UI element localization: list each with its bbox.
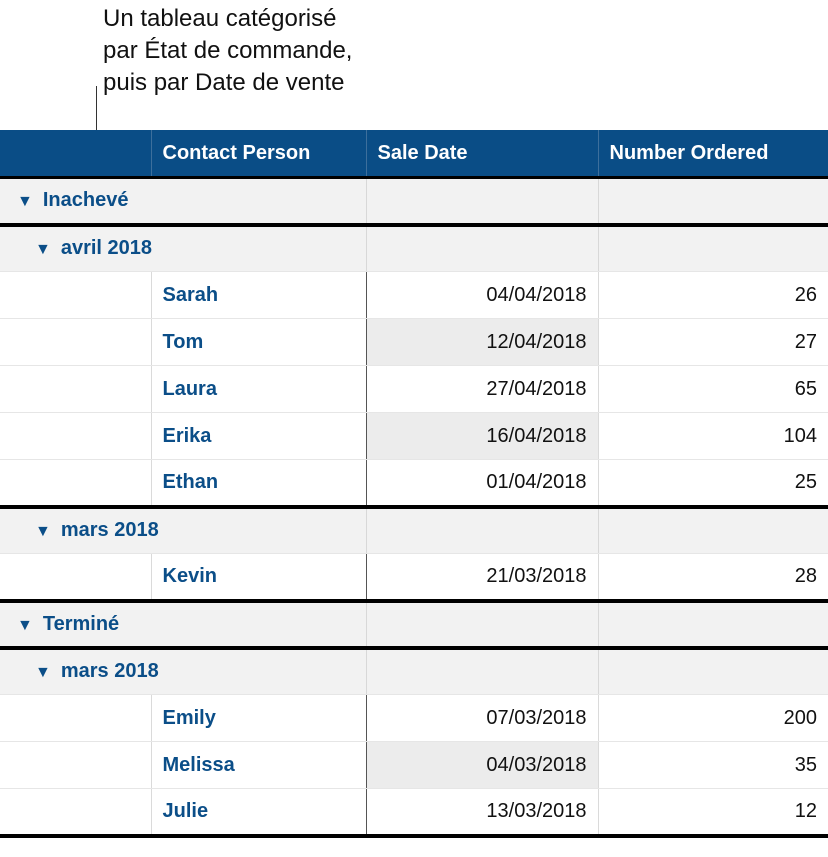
- category-label: Terminé: [42, 612, 120, 635]
- header-sale-date[interactable]: Sale Date: [366, 130, 598, 178]
- subcategory-row[interactable]: [0, 507, 828, 554]
- subcategory-row[interactable]: [0, 225, 828, 272]
- contact-name: Laura: [162, 377, 217, 400]
- sale-date-cell[interactable]: 13/03/2018: [366, 789, 598, 836]
- disclosure-triangle-icon[interactable]: ▼: [17, 193, 33, 211]
- callout-text: [103, 3, 352, 99]
- subcategory-label: avril 2018: [60, 237, 153, 260]
- disclosure-triangle-icon[interactable]: ▼: [35, 523, 51, 541]
- number-ordered-cell[interactable]: 35: [598, 742, 828, 789]
- table-row[interactable]: [0, 413, 828, 460]
- sale-date-cell[interactable]: 12/04/2018: [366, 319, 598, 366]
- contact-name: Kevin: [162, 564, 217, 587]
- category-label: Inachevé: [42, 189, 129, 212]
- header-row: [0, 130, 828, 178]
- sale-date-cell[interactable]: 04/03/2018: [366, 742, 598, 789]
- header-contact-person[interactable]: Contact Person: [151, 130, 366, 178]
- sale-date-cell[interactable]: 04/04/2018: [366, 272, 598, 319]
- number-ordered-cell[interactable]: 26: [598, 272, 828, 319]
- callout-line: Un tableau catégorisé: [103, 5, 337, 32]
- subcategory-label: mars 2018: [60, 519, 159, 542]
- table-row[interactable]: [0, 460, 828, 507]
- category-row[interactable]: [0, 601, 828, 648]
- contact-name: Emily: [162, 706, 216, 729]
- sales-table: [0, 130, 828, 838]
- number-ordered-cell[interactable]: 104: [598, 413, 828, 460]
- number-ordered-cell[interactable]: 12: [598, 789, 828, 836]
- table-row[interactable]: [0, 789, 828, 836]
- number-ordered-cell[interactable]: 28: [598, 554, 828, 601]
- table-row[interactable]: [0, 695, 828, 742]
- table-row[interactable]: [0, 319, 828, 366]
- callout-line: puis par Date de vente: [103, 69, 345, 96]
- disclosure-triangle-icon[interactable]: ▼: [35, 664, 51, 682]
- number-ordered-cell[interactable]: 27: [598, 319, 828, 366]
- number-ordered-cell[interactable]: 65: [598, 366, 828, 413]
- subcategory-label: mars 2018: [60, 660, 159, 683]
- sale-date-cell[interactable]: 16/04/2018: [366, 413, 598, 460]
- sale-date-cell[interactable]: 07/03/2018: [366, 695, 598, 742]
- contact-name: Sarah: [162, 283, 219, 306]
- sale-date-cell[interactable]: 27/04/2018: [366, 366, 598, 413]
- disclosure-triangle-icon[interactable]: ▼: [35, 241, 51, 259]
- sale-date-cell[interactable]: 21/03/2018: [366, 554, 598, 601]
- callout-line: par État de commande,: [103, 37, 353, 64]
- header-number-ordered[interactable]: Number Ordered: [598, 130, 828, 178]
- category-row[interactable]: [0, 178, 828, 225]
- disclosure-triangle-icon[interactable]: ▼: [17, 616, 33, 634]
- table-row[interactable]: [0, 742, 828, 789]
- contact-name: Tom: [162, 330, 204, 353]
- number-ordered-cell[interactable]: 25: [598, 460, 828, 507]
- subcategory-row[interactable]: [0, 648, 828, 695]
- contact-name: Melissa: [162, 753, 235, 776]
- contact-name: Ethan: [162, 470, 219, 493]
- table-row[interactable]: [0, 366, 828, 413]
- number-ordered-cell[interactable]: 200: [598, 695, 828, 742]
- contact-name: Julie: [162, 799, 209, 822]
- sale-date-cell[interactable]: 01/04/2018: [366, 460, 598, 507]
- header-empty[interactable]: [0, 130, 151, 178]
- contact-name: Erika: [162, 424, 212, 447]
- table-row[interactable]: [0, 272, 828, 319]
- table-row[interactable]: [0, 554, 828, 601]
